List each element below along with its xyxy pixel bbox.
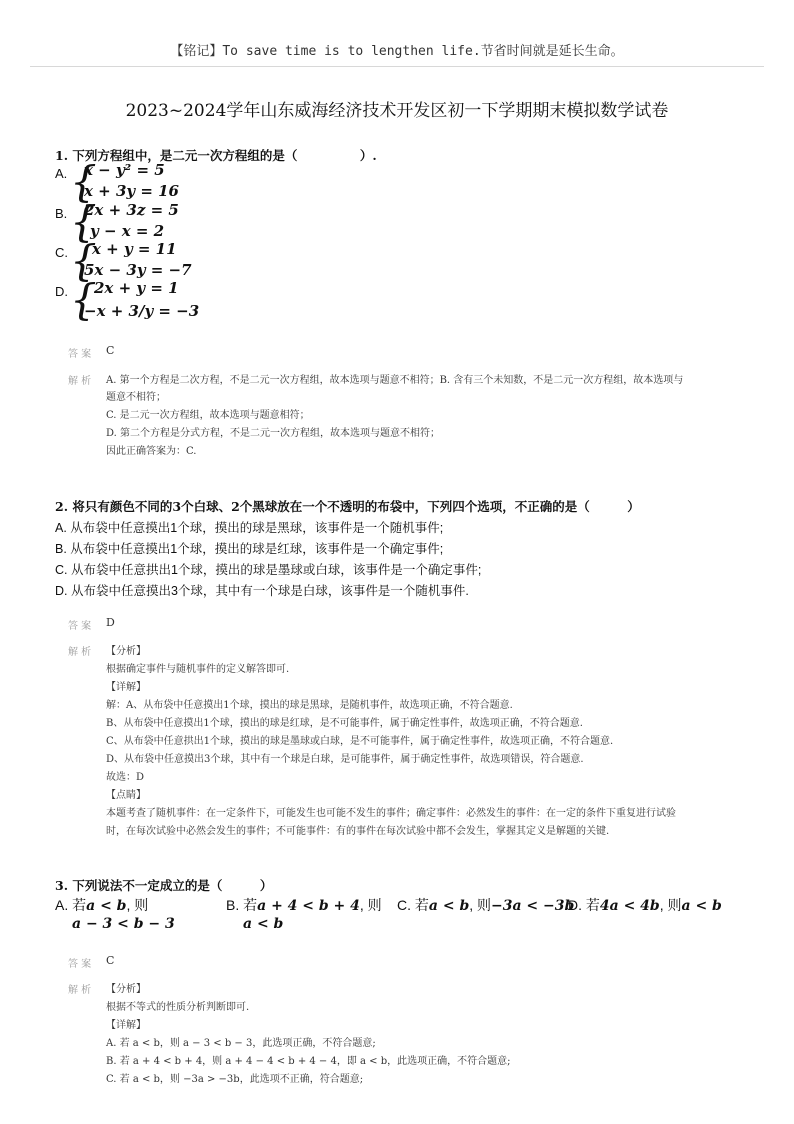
q3-option-a-math: a < b xyxy=(86,898,127,914)
q2-analysis-line: D、从布袋中任意摸出3个球，其中有一个球是白球，是可能事件，属于确定性事件，故选项错误，符合题意. xyxy=(106,754,584,765)
q2-analysis-line: 根据确定事件与随机事件的定义解答即可. xyxy=(106,664,290,675)
q1-analysis-line: A. 第一个方程是二次方程，不是二元一次方程组，故本选项与题意不相符；B. 含有三个未知数，不是二元一次方程组，故本选项与 xyxy=(106,375,684,386)
q3-analysis-line: B. 若 a + 4 < b + 4，则 a + 4 − 4 < b + 4 − 4，即 a < b，此选项正确，不符合题意; xyxy=(106,1056,511,1067)
q1-analysis-label: 解 析 xyxy=(68,376,92,387)
q2-analysis-line: 【分析】 xyxy=(106,646,146,657)
q3-option-d-text: , 则 xyxy=(659,897,682,913)
q1-stem: 1. 下列方程组中，是二元一次方程组的是（ ）. xyxy=(55,148,377,163)
q3-analysis-line: 【详解】 xyxy=(106,1020,146,1031)
q1-option-d-eq1: 2x + y = 1 xyxy=(94,279,179,297)
q3-option-d xyxy=(568,895,722,915)
q3-option-d-math: 4a < 4b xyxy=(599,898,660,914)
q3-option-c-text: C. 若 xyxy=(397,897,429,913)
q1-option-a-eq1: x − y² = 5 xyxy=(84,161,165,179)
q2-analysis-line: 【详解】 xyxy=(106,682,146,693)
q1-option-b-letter: B. xyxy=(55,206,68,221)
q1-option-a-eq2: x + 3y = 16 xyxy=(84,182,179,200)
q3-answer: C xyxy=(106,954,115,967)
q2-answer-label: 答 案 xyxy=(68,621,92,632)
q3-analysis-line: 根据不等式的性质分析判断即可. xyxy=(106,1002,250,1013)
brace-icon: { xyxy=(70,236,97,285)
q3-option-a-text: A. 若 xyxy=(55,897,87,913)
q2-option-a: A. 从布袋中任意摸出1个球，摸出的球是黑球，该事件是一个随机事件; xyxy=(55,521,444,535)
q3-option-c-math: −3a < −3b xyxy=(491,898,575,914)
q2-analysis-line: 时，在每次试验中必然会发生的事件；不可能事件：有的事件在每次试验中都不会发生，掌握其定义是解题的关键. xyxy=(106,826,610,837)
q3-stem: 3. 下列说法不一定成立的是（ ） xyxy=(55,878,273,893)
q3-analysis-line: A. 若 a < b，则 a − 3 < b − 3，此选项正确，不符合题意; xyxy=(106,1038,376,1049)
q1-option-c-letter: C. xyxy=(55,245,68,260)
q2-analysis-line: B、从布袋中任意摸出1个球，摸出的球是红球，是不可能事件，属于确定性事件，故选项正确，不符合题意. xyxy=(106,718,583,729)
q2-option-d: D. 从布袋中任意摸出3个球，其中有一个球是白球，该事件是一个随机事件. xyxy=(55,584,469,598)
q3-option-b-conclusion: a < b xyxy=(243,916,284,932)
q3-analysis-line: C. 若 a < b，则 −3a > −3b，此选项不正确，符合题意; xyxy=(106,1074,364,1085)
q1-option-a-letter: A. xyxy=(55,166,68,181)
q3-analysis-line: 【分析】 xyxy=(106,984,146,995)
q3-option-b-text: , 则 xyxy=(359,897,382,913)
q3-option-a xyxy=(55,895,148,915)
q2-answer: D xyxy=(106,616,115,629)
q3-option-b-text: B. 若 xyxy=(226,897,258,913)
q2-analysis-line: 故选：D xyxy=(106,772,145,783)
q2-analysis-label: 解 析 xyxy=(68,647,92,658)
motto: 【铭记】To save time is to lengthen life.节省时间就是延长生命。 xyxy=(170,44,624,59)
brace-icon: { xyxy=(70,157,97,206)
q3-option-b-math: a + 4 < b + 4 xyxy=(257,898,360,914)
q1-option-d-letter: D. xyxy=(55,284,68,299)
q1-option-b-eq2: y − x = 2 xyxy=(90,222,165,240)
q2-stem: 2. 将只有颜色不同的3个白球、2个黑球放在一个不透明的布袋中，下列四个选项，不正确的是（ ） xyxy=(55,499,640,514)
q2-analysis-line: 本题考查了随机事件：在一定条件下，可能发生也可能不发生的事件；确定事件：必然发生的事件：在一定的条件下重复进行试验 xyxy=(106,808,676,819)
q3-option-c-text: , 则 xyxy=(469,897,492,913)
q1-analysis-line: D. 第二个方程是分式方程，不是二元一次方程组，故本选项与题意不相符； xyxy=(106,428,441,439)
q2-option-c: C. 从布袋中任意拱出1个球，摸出的球是墨球或白球，该事件是一个确定事件; xyxy=(55,563,482,577)
q1-analysis-line: 题意不相符； xyxy=(106,392,166,403)
brace-icon: { xyxy=(70,275,97,324)
q3-option-d-math: a < b xyxy=(681,898,722,914)
q2-analysis-line: C、从布袋中任意拱出1个球，摸出的球是墨球或白球，是不可能事件，属于确定性事件，故选项正确，不符合题意. xyxy=(106,736,614,747)
q3-option-c-math: a < b xyxy=(428,898,470,914)
q3-analysis-label: 解 析 xyxy=(68,985,92,996)
header-divider xyxy=(30,66,764,67)
q1-answer-label: 答 案 xyxy=(68,349,92,360)
q3-option-d-text: D. 若 xyxy=(568,897,600,913)
q1-option-c-eq2: 5x − 3y = −7 xyxy=(84,261,192,279)
q2-analysis-line: 【点睛】 xyxy=(106,790,146,801)
q1-option-d-eq2: −x + 3/y = −3 xyxy=(84,302,200,320)
exam-title: 2023~2024学年山东威海经济技术开发区初一下学期期末模拟数学试卷 xyxy=(125,101,669,121)
q1-option-b-eq1: 2x + 3z = 5 xyxy=(84,201,179,219)
q2-option-b: B. 从布袋中任意摸出1个球，摸出的球是红球，该事件是一个确定事件; xyxy=(55,542,444,556)
q3-option-a-conclusion: a − 3 < b − 3 xyxy=(72,916,175,932)
q1-option-d xyxy=(70,275,230,325)
q2-analysis-line: 解：A、从布袋中任意摸出1个球，摸出的球是黑球，是随机事件，故选项正确，不符合题意. xyxy=(106,700,513,711)
q3-answer-label: 答 案 xyxy=(68,959,92,970)
q1-answer: C xyxy=(106,344,115,357)
q3-option-c xyxy=(397,895,574,915)
q1-analysis-line: 因此正确答案为：C. xyxy=(106,446,197,457)
q3-option-b xyxy=(226,895,382,915)
q3-option-a-text: , 则 xyxy=(126,897,149,913)
q1-option-c-eq1: x + y = 11 xyxy=(92,240,177,258)
brace-icon: { xyxy=(70,197,97,246)
q1-analysis-line: C. 是二元一次方程组，故本选项与题意相符； xyxy=(106,410,310,421)
